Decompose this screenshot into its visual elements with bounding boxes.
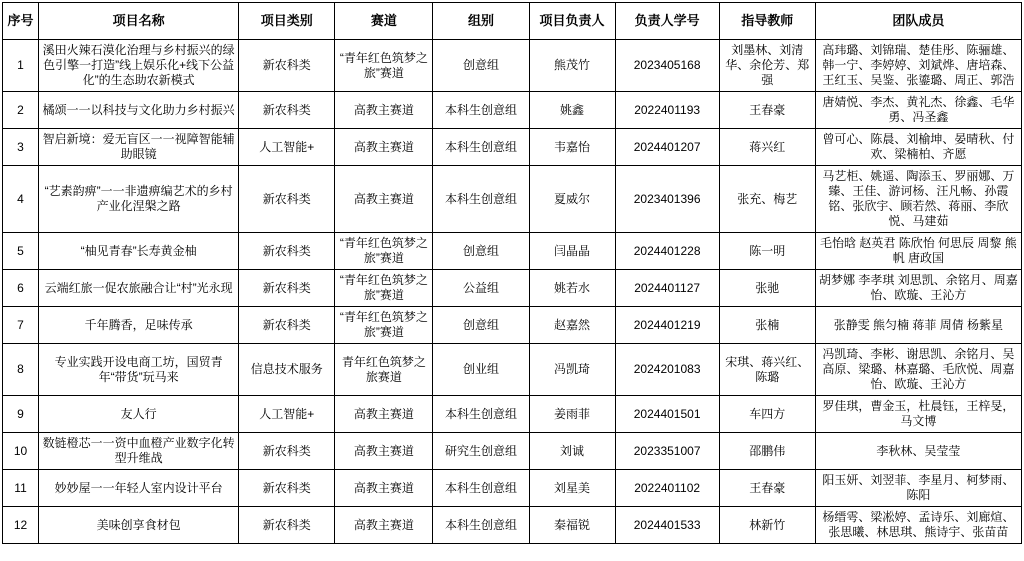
table-row [3, 433, 1022, 470]
table-cell-track: 高教主赛道 [335, 92, 433, 129]
table-cell-advisor: 蒋兴红 [719, 129, 815, 166]
table-cell-leader: 闫晶晶 [529, 233, 615, 270]
column-header-student-id: 负责人学号 [615, 3, 719, 40]
table-cell-category: 新农科类 [239, 433, 335, 470]
table-row [3, 233, 1022, 270]
column-header-advisor: 指导教师 [719, 3, 815, 40]
table-cell-track: 高教主赛道 [335, 396, 433, 433]
project-list-table [2, 2, 1022, 544]
table-cell-project-name: 千年腾香，足味传承 [39, 307, 239, 344]
table-cell-project-name: 云端红旅一促农旅融合让“村”光永现 [39, 270, 239, 307]
table-cell-team-members: 唐婧悦、李杰、黄礼杰、徐鑫、毛华勇、冯圣鑫 [815, 92, 1021, 129]
table-row [3, 270, 1022, 307]
table-cell-leader: 韦嘉怡 [529, 129, 615, 166]
table-cell-project-name: 专业实践开设电商工坊，国贸青年“带货”玩马来 [39, 344, 239, 396]
table-cell-track: 青年红色筑梦之旅赛道 [335, 344, 433, 396]
table-cell-student-id: 2024401533 [615, 507, 719, 544]
table-cell-seq: 3 [3, 129, 39, 166]
table-row [3, 166, 1022, 233]
table-cell-leader: 秦福锐 [529, 507, 615, 544]
table-cell-student-id: 2024401219 [615, 307, 719, 344]
table-cell-category: 新农科类 [239, 233, 335, 270]
table-cell-track: 高教主赛道 [335, 129, 433, 166]
table-cell-group: 本科生创意组 [433, 92, 529, 129]
table-cell-team-members: 高玮璐、刘锦瑞、楚佳彤、陈骊雄、韩一宁、李婷婷、刘斌烨、唐培森、王红玉、吴鉴、张鎏璐、周正、郭浩 [815, 40, 1021, 92]
table-cell-track: 高教主赛道 [335, 507, 433, 544]
table-cell-student-id: 2022401102 [615, 470, 719, 507]
column-header-project-name: 项目名称 [39, 3, 239, 40]
table-cell-student-id: 2024401127 [615, 270, 719, 307]
table-cell-category: 新农科类 [239, 92, 335, 129]
table-header-row [3, 3, 1022, 40]
table-cell-category: 新农科类 [239, 166, 335, 233]
table-cell-category: 新农科类 [239, 270, 335, 307]
table-cell-advisor: 王春豪 [719, 92, 815, 129]
table-cell-student-id: 2023405168 [615, 40, 719, 92]
table-cell-project-name: 友人行 [39, 396, 239, 433]
table-cell-project-name: “艺素韵痹”一一非遗痹编艺术的乡村产业化涅槃之路 [39, 166, 239, 233]
table-cell-track: 高教主赛道 [335, 470, 433, 507]
table-cell-student-id: 2024401501 [615, 396, 719, 433]
table-cell-group: 创意组 [433, 233, 529, 270]
table-row [3, 40, 1022, 92]
table-cell-seq: 1 [3, 40, 39, 92]
table-row [3, 129, 1022, 166]
table-cell-category: 新农科类 [239, 307, 335, 344]
table-cell-seq: 2 [3, 92, 39, 129]
table-cell-seq: 4 [3, 166, 39, 233]
table-cell-category: 信息技术服务 [239, 344, 335, 396]
table-cell-advisor: 张充、梅艺 [719, 166, 815, 233]
table-row [3, 507, 1022, 544]
table-cell-group: 本科生创意组 [433, 396, 529, 433]
table-cell-group: 本科生创意组 [433, 166, 529, 233]
table-row [3, 344, 1022, 396]
table-cell-seq: 5 [3, 233, 39, 270]
table-cell-team-members: 马艺柜、姚遥、陶添玉、罗丽娜、万臻、王佳、游诃杨、汪凡畅、孙霞铭、张欣宇、顾若然、蒋丽、李欣悦、马建茹 [815, 166, 1021, 233]
column-header-leader: 项目负责人 [529, 3, 615, 40]
table-cell-student-id: 2023351007 [615, 433, 719, 470]
table-cell-group: 创意组 [433, 307, 529, 344]
table-cell-group: 本科生创意组 [433, 470, 529, 507]
table-cell-advisor: 王春豪 [719, 470, 815, 507]
table-cell-category: 人工智能+ [239, 129, 335, 166]
table-cell-advisor: 张楠 [719, 307, 815, 344]
table-cell-team-members: 曾可心、陈晨、刘榆坤、晏晴秋、付欢、梁楠柏、齐愿 [815, 129, 1021, 166]
table-cell-team-members: 阳玉妍、刘翌菲、李星月、柯梦雨、陈阳 [815, 470, 1021, 507]
table-cell-track: “青年红色筑梦之旅”赛道 [335, 40, 433, 92]
table-cell-group: 本科生创意组 [433, 129, 529, 166]
table-cell-project-name: 橘颂一一以科技与文化助力乡村振兴 [39, 92, 239, 129]
table-cell-group: 公益组 [433, 270, 529, 307]
table-cell-team-members: 毛怡晗 赵英君 陈欣怡 何思辰 周黎 熊帆 唐政国 [815, 233, 1021, 270]
table-cell-advisor: 林新竹 [719, 507, 815, 544]
table-row [3, 470, 1022, 507]
table-cell-project-name: 妙妙屋一一年轻人室内设计平台 [39, 470, 239, 507]
table-cell-track: 高教主赛道 [335, 433, 433, 470]
table-row [3, 307, 1022, 344]
table-cell-group: 创业组 [433, 344, 529, 396]
column-header-team-members: 团队成员 [815, 3, 1021, 40]
table-cell-team-members: 罗佳琪，曹金玉，杜晨钰，王梓旻，马文博 [815, 396, 1021, 433]
table-cell-team-members: 杨缙雩、梁凇婷、孟诗乐、刘廊煊、张思曦、林思琪、熊诗宇、张苗苗 [815, 507, 1021, 544]
table-cell-leader: 姚鑫 [529, 92, 615, 129]
table-cell-team-members: 冯凯琦、李彬、谢思凯、余铭月、吴高原、梁璐、林嘉璐、毛欣悦、周嘉怡、欧璇、王沁方 [815, 344, 1021, 396]
table-cell-seq: 8 [3, 344, 39, 396]
table-cell-advisor: 陈一明 [719, 233, 815, 270]
column-header-seq: 序号 [3, 3, 39, 40]
table-cell-advisor: 张驰 [719, 270, 815, 307]
table-row [3, 92, 1022, 129]
table-cell-category: 新农科类 [239, 507, 335, 544]
table-cell-category: 新农科类 [239, 470, 335, 507]
table-cell-category: 人工智能+ [239, 396, 335, 433]
table-cell-advisor: 宋琪、蒋兴红、陈璐 [719, 344, 815, 396]
table-cell-seq: 9 [3, 396, 39, 433]
table-cell-leader: 熊茂竹 [529, 40, 615, 92]
table-cell-track: 高教主赛道 [335, 166, 433, 233]
table-cell-leader: 姜雨菲 [529, 396, 615, 433]
table-cell-track: “青年红色筑梦之旅”赛道 [335, 233, 433, 270]
table-cell-team-members: 胡梦娜 李孝琪 刘思凯、余铭月、周嘉怡、欧璇、王沁方 [815, 270, 1021, 307]
table-cell-advisor: 车四方 [719, 396, 815, 433]
table-cell-student-id: 2023401396 [615, 166, 719, 233]
table-cell-track: “青年红色筑梦之旅”赛道 [335, 270, 433, 307]
table-cell-project-name: 智启新境：爱无盲区一一视障智能辅助眼镜 [39, 129, 239, 166]
table-cell-leader: 姚若水 [529, 270, 615, 307]
table-cell-group: 本科生创意组 [433, 507, 529, 544]
table-cell-project-name: “柚见青春”长寿黄金柚 [39, 233, 239, 270]
table-cell-seq: 10 [3, 433, 39, 470]
table-cell-track: “青年红色筑梦之旅”赛道 [335, 307, 433, 344]
table-cell-group: 创意组 [433, 40, 529, 92]
table-cell-seq: 6 [3, 270, 39, 307]
table-cell-student-id: 2024401207 [615, 129, 719, 166]
column-header-track: 赛道 [335, 3, 433, 40]
table-cell-project-name: 美味创享食材包 [39, 507, 239, 544]
table-cell-student-id: 2024201083 [615, 344, 719, 396]
table-cell-seq: 11 [3, 470, 39, 507]
column-header-group: 组别 [433, 3, 529, 40]
table-cell-leader: 赵嘉然 [529, 307, 615, 344]
column-header-category: 项目类别 [239, 3, 335, 40]
table-cell-advisor: 邵鹏伟 [719, 433, 815, 470]
table-cell-team-members: 李秋林、吴莹莹 [815, 433, 1021, 470]
table-cell-leader: 刘诚 [529, 433, 615, 470]
table-cell-seq: 12 [3, 507, 39, 544]
table-cell-seq: 7 [3, 307, 39, 344]
table-cell-student-id: 2022401193 [615, 92, 719, 129]
table-cell-leader: 刘星美 [529, 470, 615, 507]
table-row [3, 396, 1022, 433]
table-cell-group: 研究生创意组 [433, 433, 529, 470]
table-cell-category: 新农科类 [239, 40, 335, 92]
table-cell-project-name: 溪田火辣石漠化治理与乡村振兴的绿色引擎一打造”线上娱乐化+线下公益化”的生态助农新模式 [39, 40, 239, 92]
table-cell-leader: 夏威尔 [529, 166, 615, 233]
table-cell-team-members: 张静雯 熊匀楠 蒋菲 周倩 杨紫星 [815, 307, 1021, 344]
table-cell-advisor: 刘墨林、刘清华、余伦芳、郑强 [719, 40, 815, 92]
table-cell-student-id: 2024401228 [615, 233, 719, 270]
table-cell-project-name: 数链橙芯一一资中血橙产业数字化转型升维战 [39, 433, 239, 470]
table-cell-leader: 冯凯琦 [529, 344, 615, 396]
